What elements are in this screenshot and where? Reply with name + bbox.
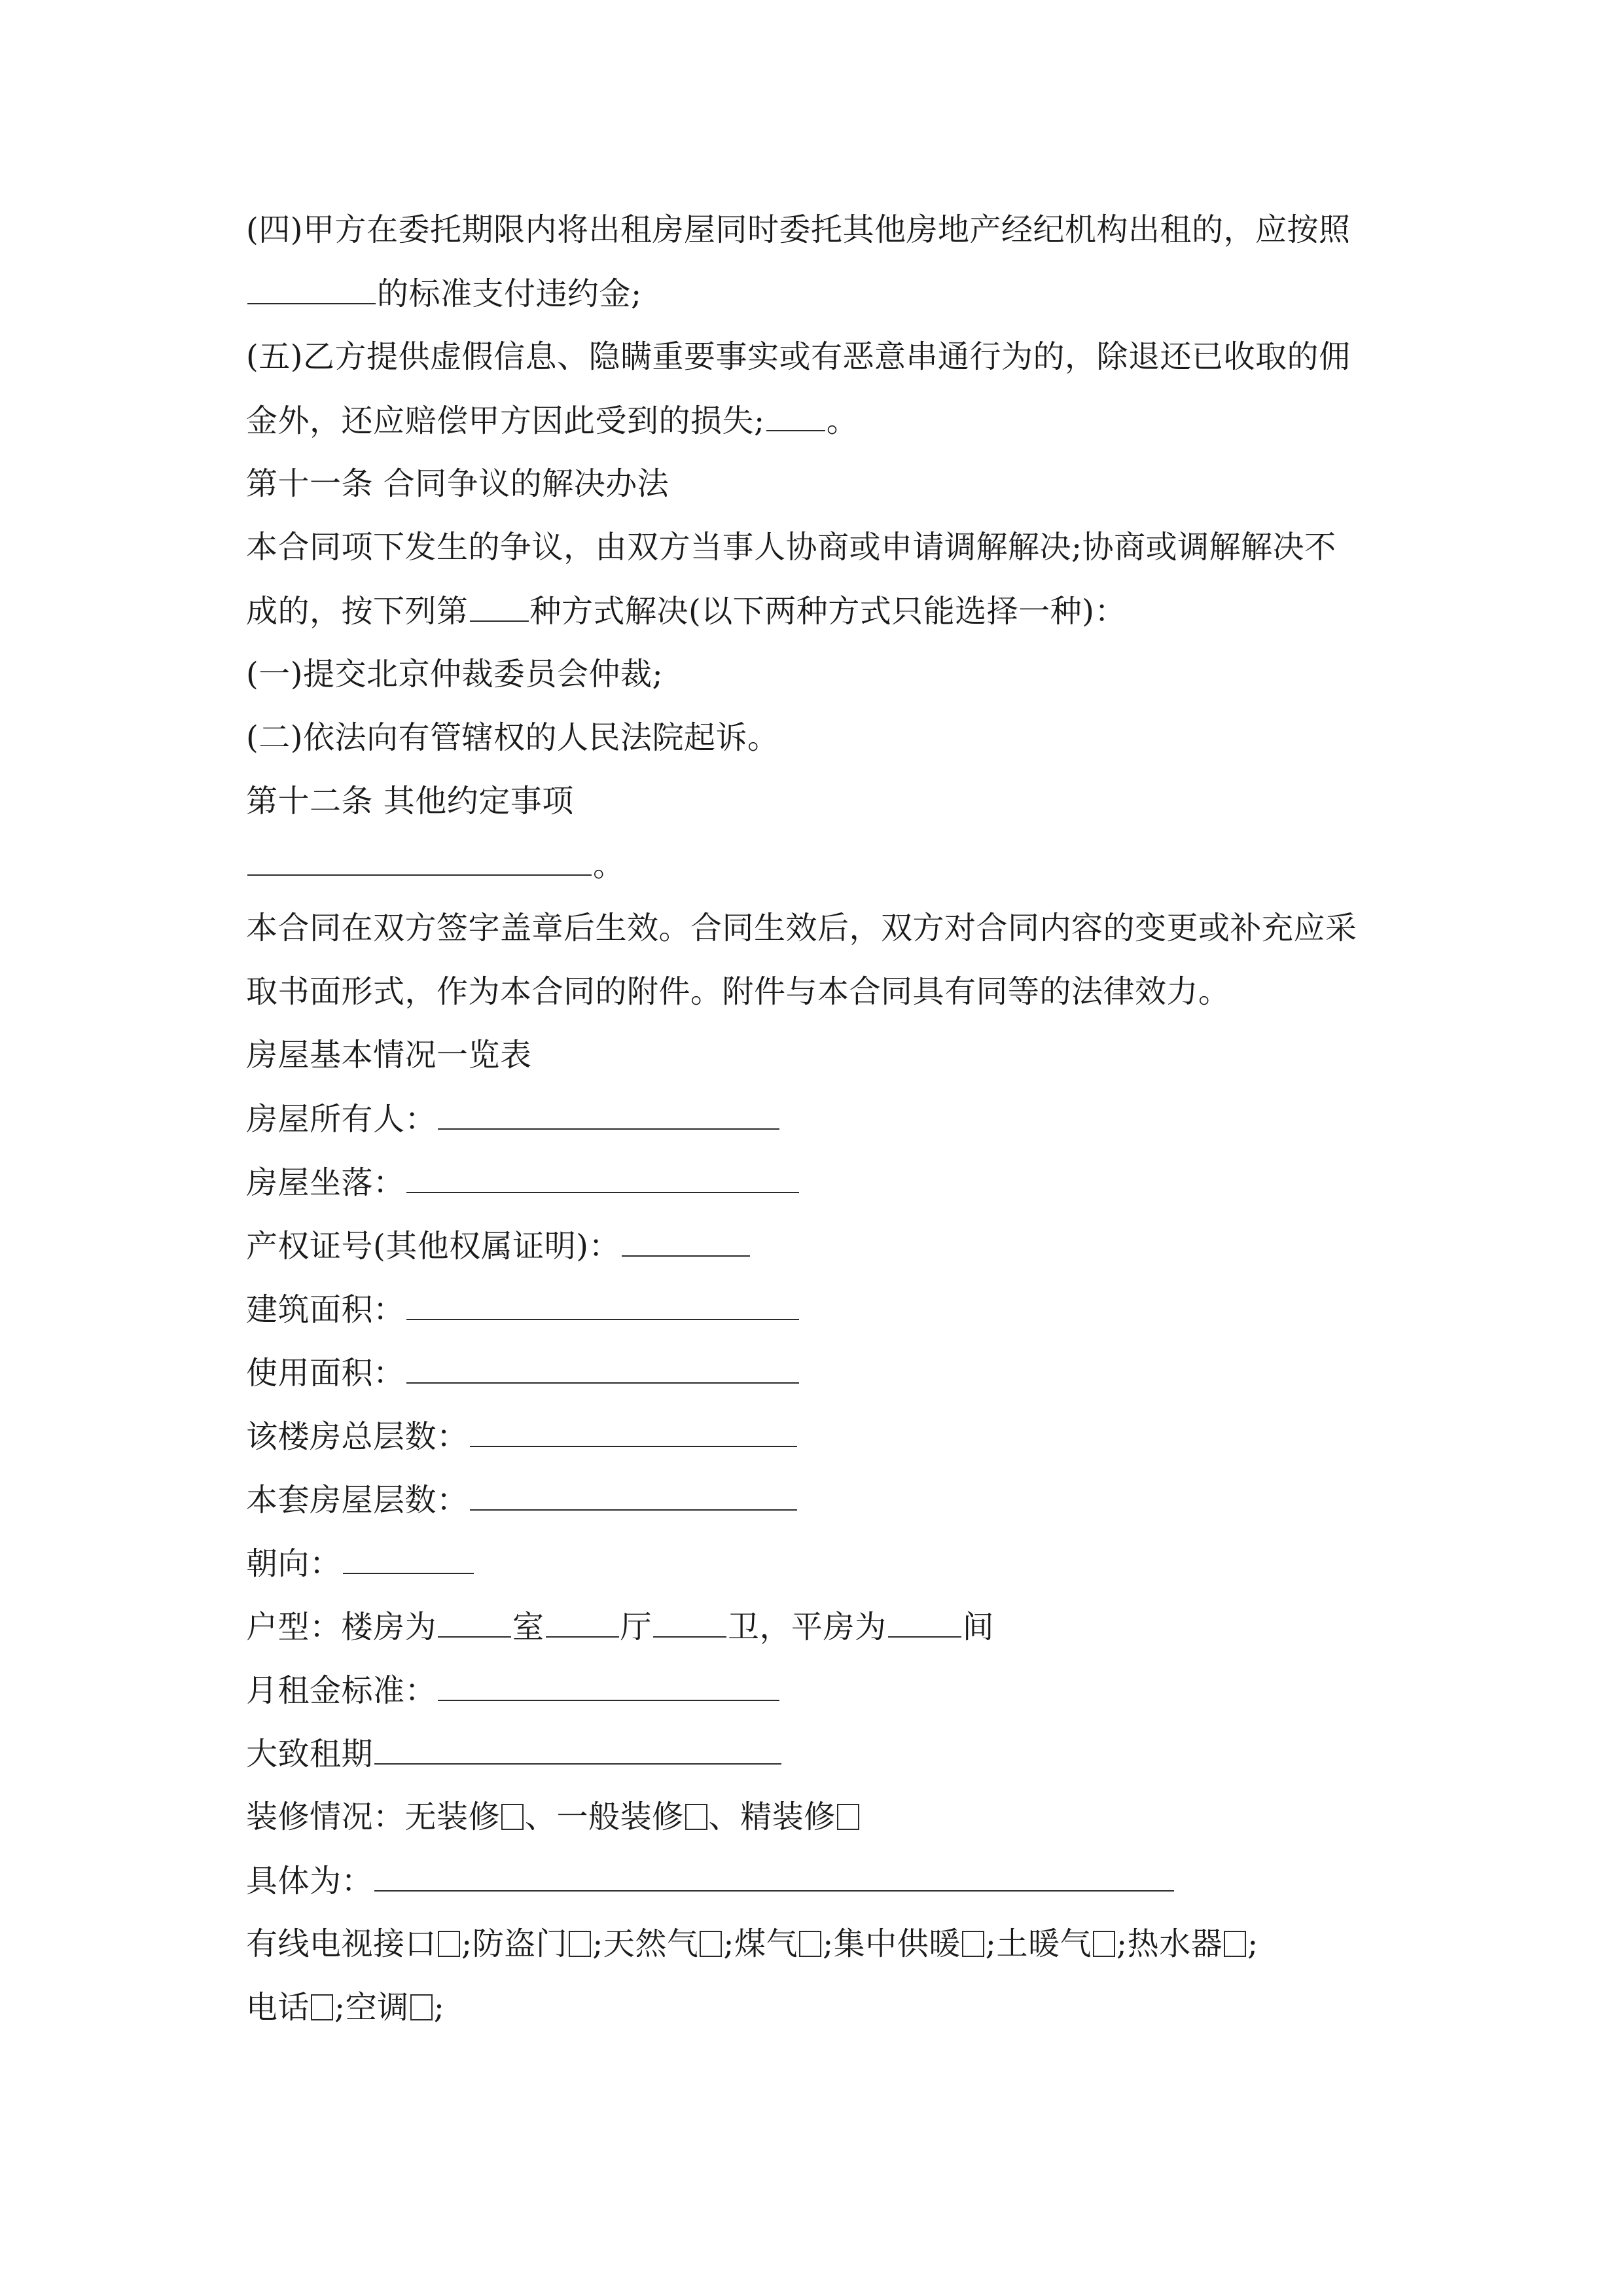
house-table-title [246,1026,532,1085]
effectiveness-text-end: 取书面形式，作为本合同的附件。附件与本合同具有同等的法律效力。 [246,973,1230,1010]
separator: ; [1116,1926,1128,1962]
bath-unit: 卫，平房为 [728,1609,887,1645]
decoration-row [246,1787,861,1846]
clause-4-line-2 [246,264,642,323]
room-count-field[interactable] [438,1597,511,1638]
rent-field[interactable] [438,1660,779,1701]
security-door-label: 防盗门 [472,1926,568,1962]
article-12-blank-line [246,835,625,894]
total-floors-row [246,1407,798,1465]
separator: ; [433,1989,445,2026]
building-area-label: 建筑面积： [246,1291,405,1328]
separator: 、 [708,1799,741,1835]
article-12-heading: 第十二条 其他约定事项 [246,783,574,819]
article-11-heading: 第十一条 合同争议的解决办法 [246,465,669,502]
article-11-title [246,454,669,513]
local-heating-checkbox[interactable] [1093,1931,1115,1957]
cert-row [246,1216,751,1275]
term-row [246,1724,783,1783]
owner-label: 房屋所有人： [246,1101,437,1138]
detail-label: 具体为： [246,1863,374,1899]
separator: 、 [525,1799,557,1835]
article-11-option-2 [246,708,779,767]
article-12-line-1 [246,899,1357,958]
natural-gas-label: 天然气 [603,1926,699,1962]
owner-row [246,1089,781,1148]
bungalow-count-field[interactable] [888,1597,961,1638]
layout-row [246,1597,994,1656]
litigation-option: (二)依法向有管辖权的人民法院起诉。 [246,719,779,756]
clause-5-text-end: 金外，还应赔偿甲方因此受到的损失; [246,403,765,439]
clause-5-text: (五)乙方提供虚假信息、隐瞒重要事实或有恶意串通行为的，除退还已收取的佣 [246,338,1351,375]
clause-5-line-1 [246,327,1350,386]
coal-gas-label: 煤气 [734,1926,798,1962]
phone-label: 电话 [246,1989,310,2026]
location-field[interactable] [406,1153,799,1193]
house-table-heading: 房屋基本情况一览表 [246,1037,532,1073]
bungalow-unit: 间 [962,1609,995,1645]
air-conditioner-label: 空调 [345,1989,409,2026]
rent-row [246,1660,781,1719]
facilities-row-1 [246,1914,1258,1973]
bath-count-field[interactable] [653,1597,726,1638]
orientation-row [246,1534,475,1592]
orientation-field[interactable] [343,1534,474,1574]
detail-field[interactable] [374,1851,1174,1892]
layout-label: 户型：楼房为 [246,1609,437,1645]
arbitration-option: (一)提交北京仲裁委员会仲裁; [246,656,664,692]
article-11-text-a: 成的，按下列第 [246,593,469,630]
detail-row [246,1851,1175,1910]
facilities-row-2 [246,1978,444,2037]
article-11-text-b: 种方式解决(以下两种方式只能选择一种)： [529,593,1126,630]
article-11-line-2 [246,581,1126,640]
central-heating-checkbox[interactable] [962,1931,984,1957]
separator: ; [592,1926,603,1962]
orientation-label: 朝向： [246,1545,342,1582]
term-field[interactable] [374,1724,781,1765]
article-11-line-1 [246,518,1336,577]
hall-unit: 厅 [620,1609,652,1645]
unit-floor-row [246,1470,798,1529]
normal-decoration-checkbox[interactable] [685,1804,707,1830]
owner-field[interactable] [438,1089,779,1130]
no-decoration-label: 无装修 [404,1799,501,1835]
other-terms-blank[interactable] [247,835,592,876]
separator: ; [723,1926,735,1962]
fine-decoration-label: 精装修 [740,1799,836,1835]
coal-gas-checkbox[interactable] [799,1931,821,1957]
total-floors-label: 该楼房总层数： [246,1418,469,1455]
article-11-text: 本合同项下发生的争议，由双方当事人协商或申请调解解决;协商或调解解决不 [246,529,1336,565]
usable-area-field[interactable] [406,1343,799,1384]
location-label: 房屋坐落： [246,1164,405,1201]
fine-decoration-checkbox[interactable] [837,1804,859,1830]
building-area-row [246,1280,800,1338]
usable-area-label: 使用面积： [246,1355,405,1391]
separator: ; [985,1926,997,1962]
phone-checkbox[interactable] [311,1994,333,2020]
term-label: 大致租期 [246,1736,374,1772]
water-heater-label: 热水器 [1127,1926,1223,1962]
usable-area-row [246,1343,800,1402]
security-door-checkbox[interactable] [569,1931,591,1957]
local-heating-label: 土暖气 [996,1926,1092,1962]
separator: ; [823,1926,834,1962]
clause-4-line-1 [246,200,1350,259]
penalty-standard-blank[interactable] [247,264,376,304]
unit-floor-field[interactable] [470,1470,797,1511]
room-unit: 室 [512,1609,544,1645]
separator: ; [1247,1926,1258,1962]
air-conditioner-checkbox[interactable] [410,1994,433,2020]
effectiveness-text: 本合同在双方签字盖章后生效。合同生效后，双方对合同内容的变更或补充应采 [246,910,1357,946]
water-heater-checkbox[interactable] [1224,1931,1246,1957]
cert-label: 产权证号(其他权属证明)： [246,1228,620,1265]
cable-tv-checkbox[interactable] [438,1931,460,1957]
hall-count-field[interactable] [546,1597,619,1638]
period-mark: 。 [826,403,859,439]
rent-label: 月租金标准： [246,1672,437,1709]
article-11-option-1 [246,645,663,704]
other-liability-blank[interactable] [766,391,825,431]
total-floors-field[interactable] [470,1407,797,1447]
clause-4-text-end: 的标准支付违约金; [377,276,642,312]
clause-4-text: (四)甲方在委托期限内将出租房屋同时委托其他房地产经纪机构出租的，应按照 [246,211,1351,248]
location-row [246,1153,800,1211]
unit-floor-label: 本套房屋层数： [246,1482,469,1518]
cable-tv-label: 有线电视接口 [246,1926,437,1962]
article-12-line-2 [246,962,1230,1021]
cert-field[interactable] [622,1216,750,1257]
normal-decoration-label: 一般装修 [556,1799,684,1835]
separator: ; [461,1926,473,1962]
no-decoration-checkbox[interactable] [501,1804,524,1830]
clause-5-line-2 [246,391,858,450]
building-area-field[interactable] [406,1280,799,1320]
period-mark: 。 [593,847,625,884]
natural-gas-checkbox[interactable] [700,1931,722,1957]
article-12-title [246,772,574,831]
separator: ; [334,1989,346,2026]
decoration-label: 装修情况： [246,1799,405,1835]
dispute-method-blank[interactable] [470,581,529,622]
central-heating-label: 集中供暖 [833,1926,961,1962]
